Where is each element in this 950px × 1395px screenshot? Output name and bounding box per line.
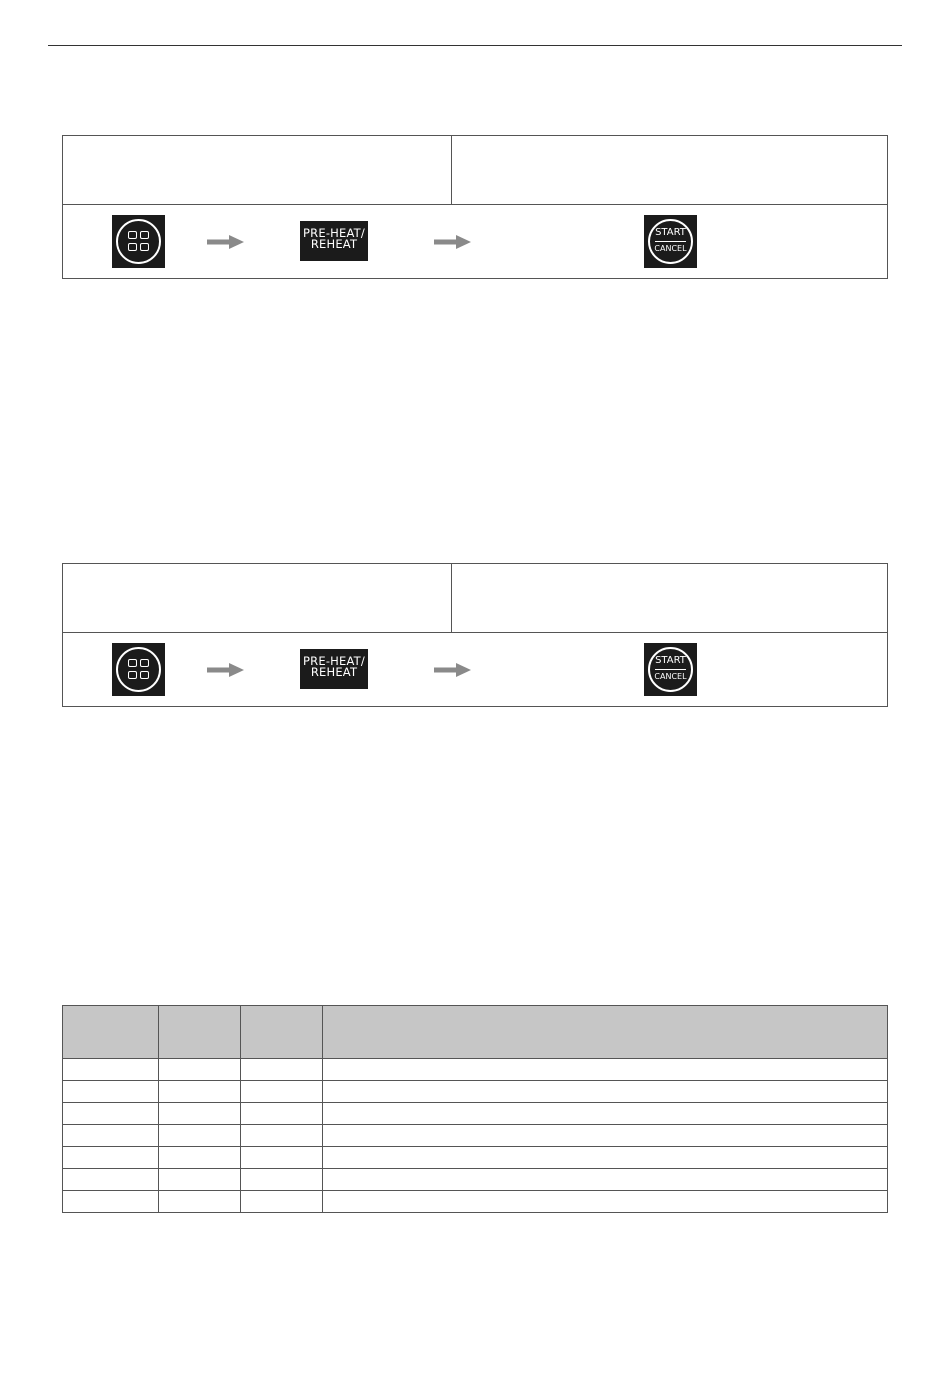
- start-cancel-divider: [655, 669, 686, 670]
- start-cancel-button[interactable]: [644, 215, 697, 268]
- right-arrow-icon: [434, 663, 471, 677]
- table-row: [63, 1125, 888, 1147]
- step-table-header: [63, 564, 887, 633]
- table-cell: [241, 1169, 323, 1191]
- table-row: [63, 1081, 888, 1103]
- table-header-cell: [159, 1006, 241, 1059]
- start-cancel-button[interactable]: [644, 643, 697, 696]
- table-cell: [323, 1169, 888, 1191]
- preheat-label-line2: REHEAT: [310, 237, 358, 251]
- table-cell: [323, 1191, 888, 1213]
- start-label: START: [655, 227, 686, 238]
- table-cell: [159, 1103, 241, 1125]
- table-row: [63, 1191, 888, 1213]
- table-cell: [63, 1169, 159, 1191]
- table-row: [63, 1103, 888, 1125]
- top-rule: [48, 45, 902, 46]
- menu-button[interactable]: [112, 215, 165, 268]
- preheat-reheat-button[interactable]: [300, 649, 368, 689]
- table-header-cell: [241, 1006, 323, 1059]
- table-cell: [323, 1059, 888, 1081]
- header-cell-right: [452, 564, 887, 632]
- table-cell: [323, 1081, 888, 1103]
- table-cell: [63, 1125, 159, 1147]
- table-cell: [159, 1169, 241, 1191]
- table-cell: [159, 1147, 241, 1169]
- table-cell: [241, 1191, 323, 1213]
- table-cell: [159, 1125, 241, 1147]
- table-cell: [323, 1125, 888, 1147]
- header-cell-left: [63, 136, 452, 204]
- table-header-cell: [63, 1006, 159, 1059]
- header-cell-right: [452, 136, 887, 204]
- menu-grid-icon: [116, 647, 161, 692]
- table-cell: [241, 1081, 323, 1103]
- right-arrow-icon: [434, 235, 471, 249]
- cancel-label: CANCEL: [654, 672, 687, 681]
- cooking-table: [62, 1005, 888, 1213]
- table-row: [63, 1169, 888, 1191]
- table-cell: [241, 1147, 323, 1169]
- table-cell: [159, 1191, 241, 1213]
- table-header-row: [63, 1006, 888, 1059]
- key-sequence-row: [63, 633, 887, 706]
- table-header-cell: [323, 1006, 888, 1059]
- start-cancel-divider: [655, 241, 686, 242]
- table-cell: [63, 1103, 159, 1125]
- cancel-label: CANCEL: [654, 244, 687, 253]
- preheat-reheat-button[interactable]: [300, 221, 368, 261]
- preheat-label-line2: REHEAT: [310, 665, 358, 679]
- table-cell: [63, 1191, 159, 1213]
- table-cell: [241, 1103, 323, 1125]
- menu-grid-icon: [116, 219, 161, 264]
- preheat-label-line1: PRE-HEAT/: [303, 226, 365, 240]
- table-cell: [159, 1081, 241, 1103]
- preheat-label-line1: PRE-HEAT/: [303, 654, 365, 668]
- table-cell: [241, 1059, 323, 1081]
- table-row: [63, 1147, 888, 1169]
- table-cell: [63, 1147, 159, 1169]
- step-table-1: [62, 135, 888, 279]
- menu-button[interactable]: [112, 643, 165, 696]
- table-cell: [159, 1059, 241, 1081]
- table-cell: [323, 1103, 888, 1125]
- table-cell: [323, 1147, 888, 1169]
- start-label: START: [655, 655, 686, 666]
- right-arrow-icon: [207, 663, 244, 677]
- key-sequence-row: [63, 205, 887, 278]
- table-cell: [63, 1081, 159, 1103]
- table-row: [63, 1059, 888, 1081]
- header-cell-left: [63, 564, 452, 632]
- step-table-header: [63, 136, 887, 205]
- table-cell: [241, 1125, 323, 1147]
- table-cell: [63, 1059, 159, 1081]
- right-arrow-icon: [207, 235, 244, 249]
- step-table-2: [62, 563, 888, 707]
